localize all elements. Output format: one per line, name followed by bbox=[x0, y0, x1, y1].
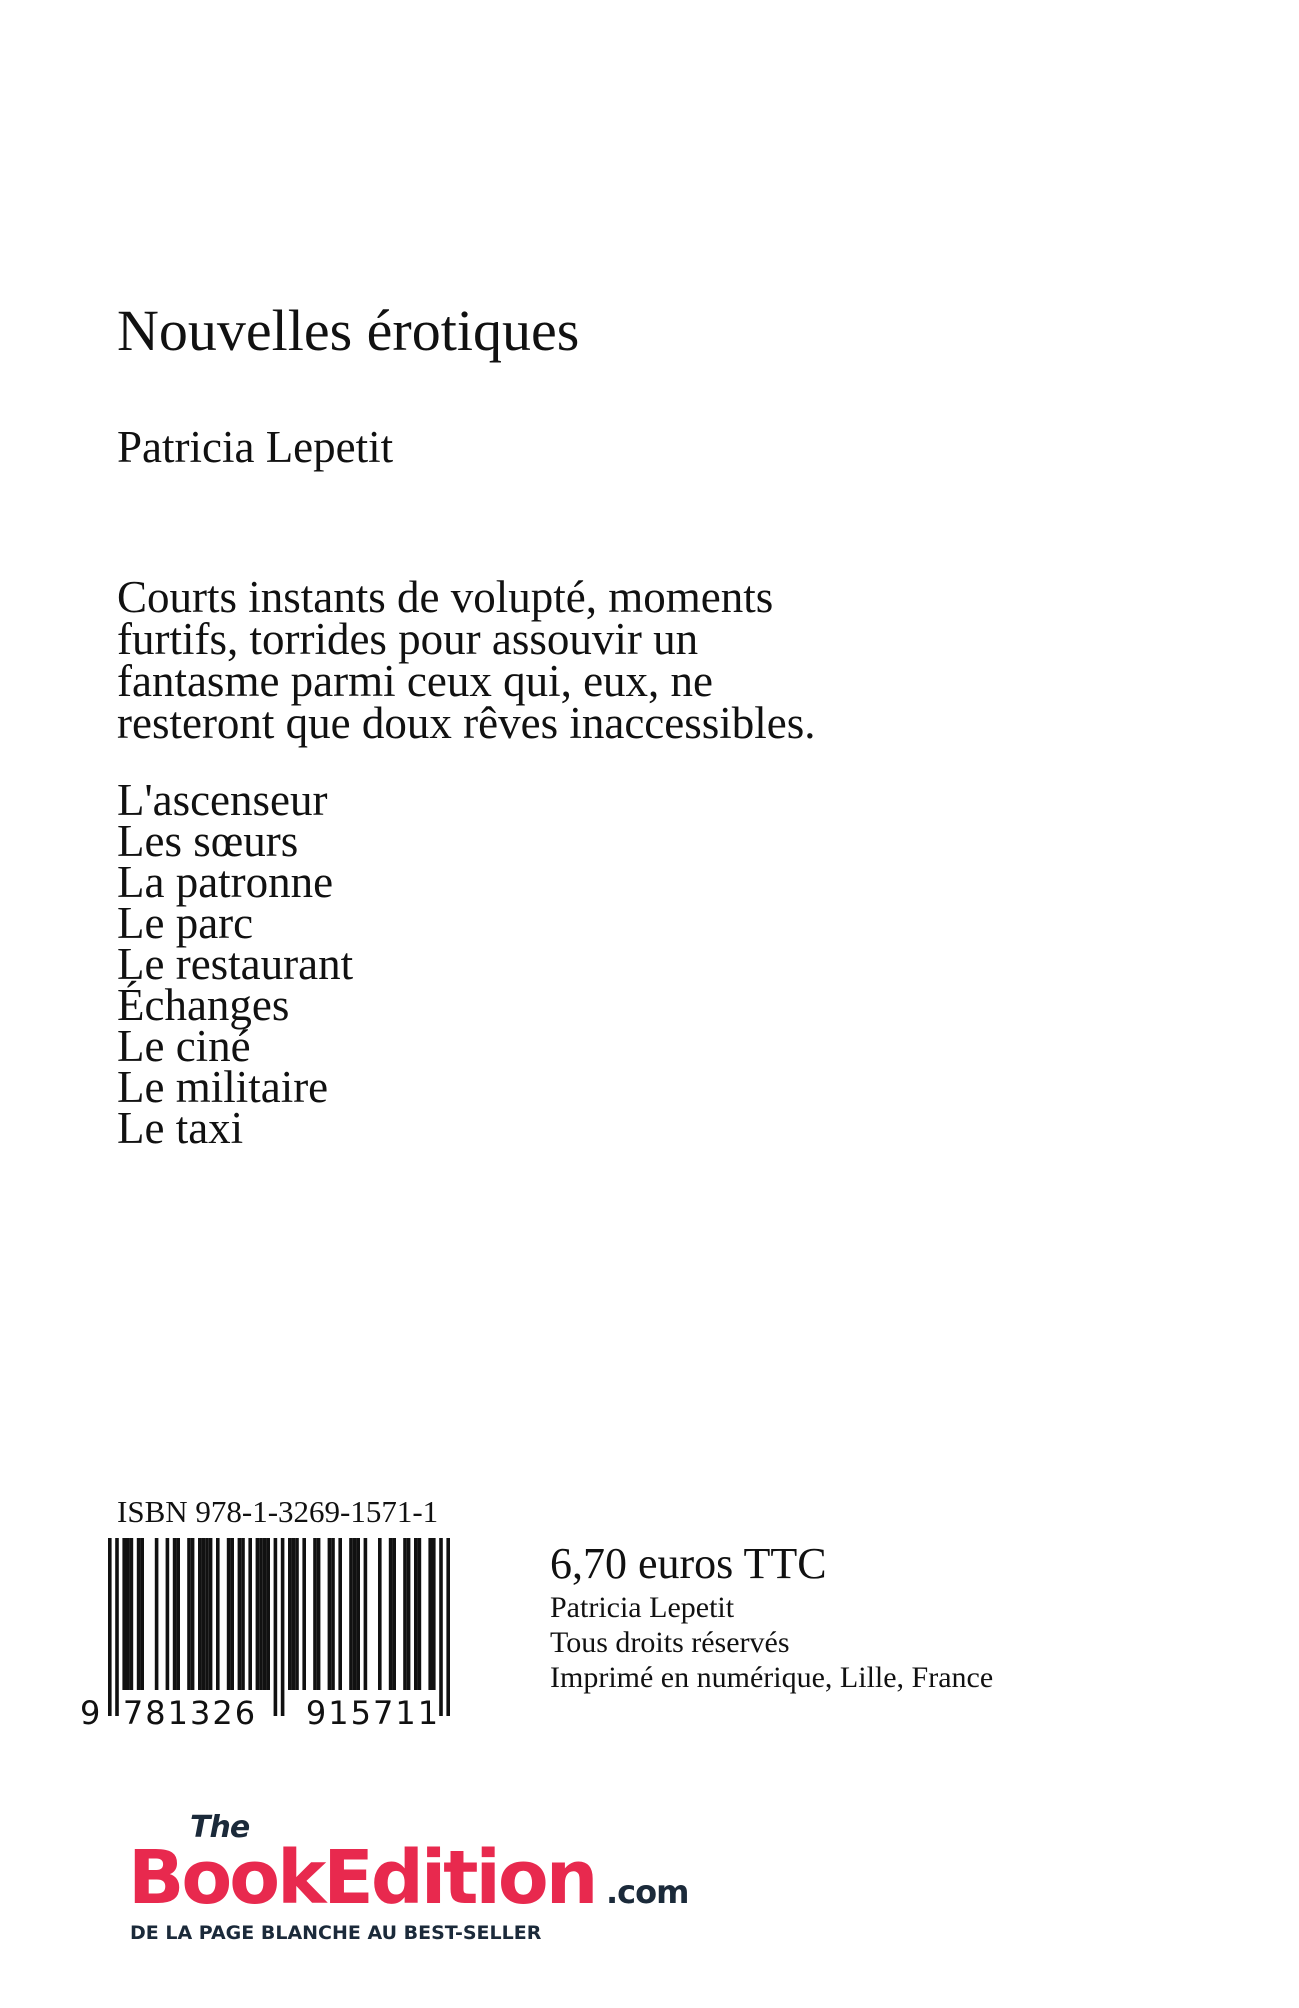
barcode-bar bbox=[328, 1538, 332, 1690]
barcode-bar bbox=[198, 1538, 202, 1690]
story-item: Le parc bbox=[117, 898, 254, 948]
barcode-bar bbox=[230, 1538, 234, 1690]
barcode-bar bbox=[241, 1538, 245, 1690]
barcode-bar bbox=[130, 1538, 134, 1690]
blurb-line: Courts instants de volupté, moments bbox=[117, 572, 774, 622]
barcode-bar bbox=[331, 1538, 335, 1690]
blurb-line: resteront que doux rêves inaccessibles. bbox=[117, 698, 816, 748]
logo-tagline: DE LA PAGE BLANCHE AU BEST-SELLER bbox=[130, 1922, 542, 1944]
barcode-bar bbox=[256, 1538, 260, 1690]
barcode-bar bbox=[295, 1538, 299, 1690]
barcode-bar bbox=[176, 1538, 180, 1690]
isbn-label: ISBN 978-1-3269-1571-1 bbox=[117, 1494, 439, 1529]
book-author: Patricia Lepetit bbox=[117, 422, 394, 472]
barcode-bar bbox=[155, 1538, 159, 1690]
barcode-bar bbox=[216, 1538, 220, 1690]
barcode-bars bbox=[108, 1538, 450, 1716]
blurb-line: fantasme parmi ceux qui, eux, ne bbox=[117, 656, 714, 706]
barcode-bar bbox=[140, 1538, 144, 1690]
barcode-bar bbox=[407, 1538, 411, 1690]
barcode-bar bbox=[389, 1538, 393, 1690]
barcode-bar bbox=[418, 1538, 422, 1690]
logo-suffix: .com bbox=[606, 1873, 689, 1911]
barcode-bar bbox=[292, 1538, 296, 1690]
barcode-bar bbox=[166, 1538, 170, 1690]
barcode-bar bbox=[432, 1538, 436, 1690]
book-title: Nouvelles érotiques bbox=[117, 298, 580, 363]
barcode-bar bbox=[209, 1538, 213, 1690]
story-item: Le taxi bbox=[117, 1103, 244, 1153]
barcode-digit-first: 9 bbox=[80, 1694, 101, 1730]
story-item: Le ciné bbox=[117, 1021, 251, 1071]
barcode-bar bbox=[274, 1538, 278, 1716]
barcode-graphic bbox=[78, 1538, 488, 1730]
story-item: Le militaire bbox=[117, 1062, 329, 1112]
barcode-bar bbox=[349, 1538, 353, 1690]
barcode-bar bbox=[126, 1538, 130, 1690]
story-item: L'ascenseur bbox=[117, 775, 328, 825]
barcode-bar bbox=[259, 1538, 263, 1690]
barcode-bar bbox=[288, 1538, 292, 1690]
imprint-rights: Tous droits réservés bbox=[550, 1626, 790, 1659]
barcode-bar bbox=[392, 1538, 396, 1690]
barcode-bar bbox=[364, 1538, 368, 1690]
barcode-bar bbox=[137, 1538, 141, 1690]
logo-name: BookEdition bbox=[128, 1835, 596, 1921]
story-item: Le restaurant bbox=[117, 939, 354, 989]
barcode-bar bbox=[403, 1538, 407, 1690]
story-item: Échanges bbox=[117, 980, 290, 1030]
barcode-bar bbox=[313, 1538, 317, 1690]
blurb-line: furtifs, torrides pour assouvir un bbox=[117, 614, 699, 664]
barcode-bar bbox=[205, 1538, 209, 1690]
barcode-digits-left: 781326 bbox=[122, 1694, 258, 1730]
story-list bbox=[117, 775, 354, 1153]
barcode-bar bbox=[108, 1538, 112, 1716]
barcode-bar bbox=[263, 1538, 267, 1690]
book-blurb bbox=[117, 572, 1017, 748]
barcode-digits-right: 915711 bbox=[305, 1694, 441, 1730]
barcode-bar bbox=[248, 1538, 252, 1690]
story-item: Les sœurs bbox=[117, 816, 299, 866]
barcode-bar bbox=[302, 1538, 306, 1690]
barcode-bar bbox=[122, 1538, 126, 1690]
logo-the: The bbox=[190, 1810, 250, 1845]
barcode-bar bbox=[317, 1538, 321, 1690]
barcode-bar bbox=[202, 1538, 206, 1690]
barcode-bar bbox=[191, 1538, 195, 1690]
barcode-bar bbox=[238, 1538, 242, 1690]
barcode-bar bbox=[227, 1538, 231, 1690]
barcode-bar bbox=[414, 1538, 418, 1690]
barcode-bar bbox=[115, 1538, 119, 1716]
barcode-bar bbox=[428, 1538, 432, 1690]
barcode-bar bbox=[378, 1538, 382, 1690]
barcode-bar bbox=[173, 1538, 177, 1690]
barcode-bar bbox=[187, 1538, 191, 1690]
price: 6,70 euros TTC bbox=[550, 1539, 827, 1588]
barcode-bar bbox=[281, 1538, 285, 1716]
imprint-block bbox=[550, 1538, 1270, 1695]
imprint-printed: Imprimé en numérique, Lille, France bbox=[550, 1661, 994, 1694]
barcode-bar bbox=[338, 1538, 342, 1690]
barcode-bar bbox=[353, 1538, 357, 1690]
story-item: La patronne bbox=[117, 857, 334, 907]
barcode-bar bbox=[446, 1538, 450, 1716]
barcode-bar bbox=[439, 1538, 443, 1716]
imprint-author: Patricia Lepetit bbox=[550, 1591, 735, 1624]
publisher-logo bbox=[128, 1812, 728, 1942]
barcode-bar bbox=[266, 1538, 270, 1690]
barcode-bar bbox=[356, 1538, 360, 1690]
barcode bbox=[78, 1538, 488, 1730]
